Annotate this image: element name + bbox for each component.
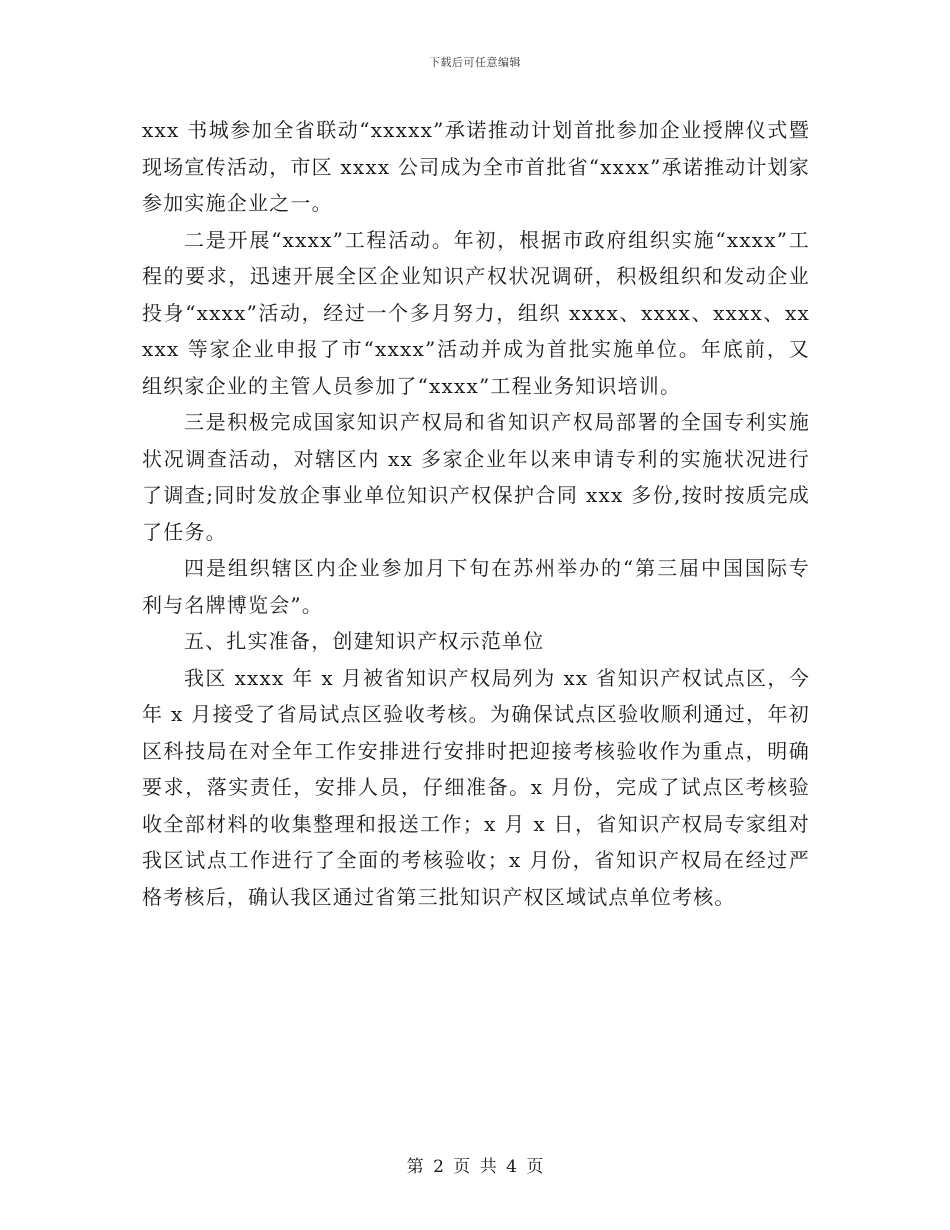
header-note: 下载后可任意编辑 [429, 56, 521, 69]
paragraph-pilot-zone: 我区 xxxx 年 x 月被省知识产权局列为 xx 省知识产权试点区，今年 x 月接受了省局试点区验收考核。为确保试点区验收顺利通过，年初区科技局在对全年工作安排进行安排时把迎接考核验收作为重点，明确要求，落实责任，安排人员，仔细准备。x 月份，完成了试点区考核验收全部材料的收集整理和报送工作；x 月 x 日，省知识产权局专家组对我区试点工作进行了全面的考核验收；x 月份，省知识产权局在经过严格考核后，确认我区通过省第三批知识产权区域试点单位考核。 [142, 665, 810, 909]
document-body [142, 112, 810, 915]
page-number: 第 2 页 共 4 页 [406, 1157, 544, 1177]
paragraph-xxxx-project: 二是开展“xxxx”工程活动。年初，根据市政府组织实施“xxxx”工程的要求，迅速开展全区企业知识产权状况调研，积极组织和发动企业投身“xxxx”活动，经过一个多月努力，组织 xxxx、xxxx、xxxx、xxxxx 等家企业申报了市“xxxx”活动并成为首批实施单位。年底前，又组织家企业的主管人员参加了“xxxx”工程业务知识培训。 [142, 227, 810, 398]
paragraph-continuation: xxx 书城参加全省联动“xxxxx”承诺推动计划首批参加企业授牌仪式暨现场宣传活动，市区 xxxx 公司成为全市首批省“xxxx”承诺推动计划家参加实施企业之一。 [142, 118, 810, 215]
section-heading-five: 五、扎实准备，创建知识产权示范单位 [184, 629, 545, 653]
paragraph-patent-survey: 三是积极完成国家知识产权局和省知识产权局部署的全国专利实施状况调查活动，对辖区内 xx 多家企业年以来申请专利的实施状况进行了调查;同时发放企事业单位知识产权保护合同 xxx 多份,按时按质完成了任务。 [142, 410, 810, 544]
paragraph-expo: 四是组织辖区内企业参加月下旬在苏州举办的“第三届中国国际专利与名牌博览会”。 [142, 556, 810, 617]
